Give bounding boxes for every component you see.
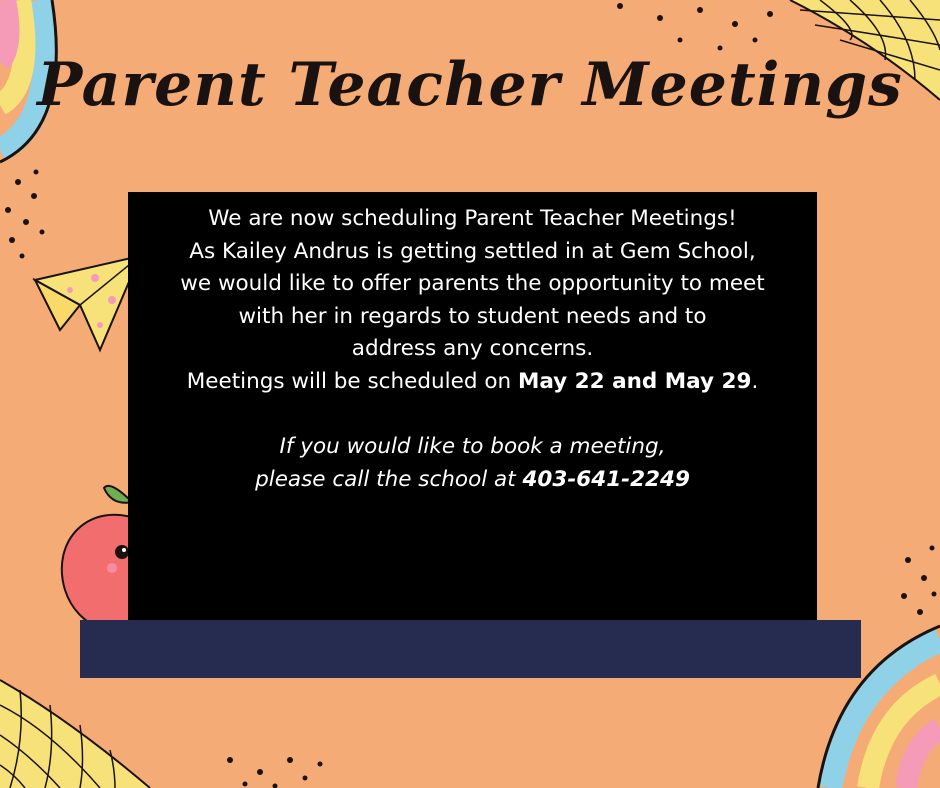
message-line: address any concerns.: [351, 336, 594, 361]
booking-instructions: [128, 430, 817, 496]
poster-title: Parent Teacher Meetings: [37, 50, 903, 120]
checkered-pattern-bottom-left: [0, 680, 150, 788]
school-phone-number: 403-641-2249: [522, 467, 690, 492]
meeting-dates-suffix: .: [751, 368, 759, 394]
booking-phone-line: [128, 463, 817, 496]
meeting-dates-prefix: Meetings will be scheduled on: [186, 368, 518, 394]
message-line: We are now scheduling Parent Teacher Meetings!: [208, 206, 737, 231]
message-line: As Kailey Andrus is getting settled in at Gem School,: [189, 238, 756, 264]
announcement-message: [128, 203, 817, 398]
paper-plane-icon: [35, 256, 140, 350]
message-line: we would like to offer parents the opportunity to meet: [180, 271, 765, 296]
meeting-dates: May 22 and May 29: [517, 368, 752, 394]
booking-line: If you would like to book a meeting,: [279, 434, 666, 459]
shelf: [80, 620, 861, 678]
meeting-dates-line: [128, 366, 817, 399]
booking-phone-prefix: please call the school at: [255, 467, 523, 492]
message-line: with her in regards to student needs and to: [238, 303, 707, 329]
